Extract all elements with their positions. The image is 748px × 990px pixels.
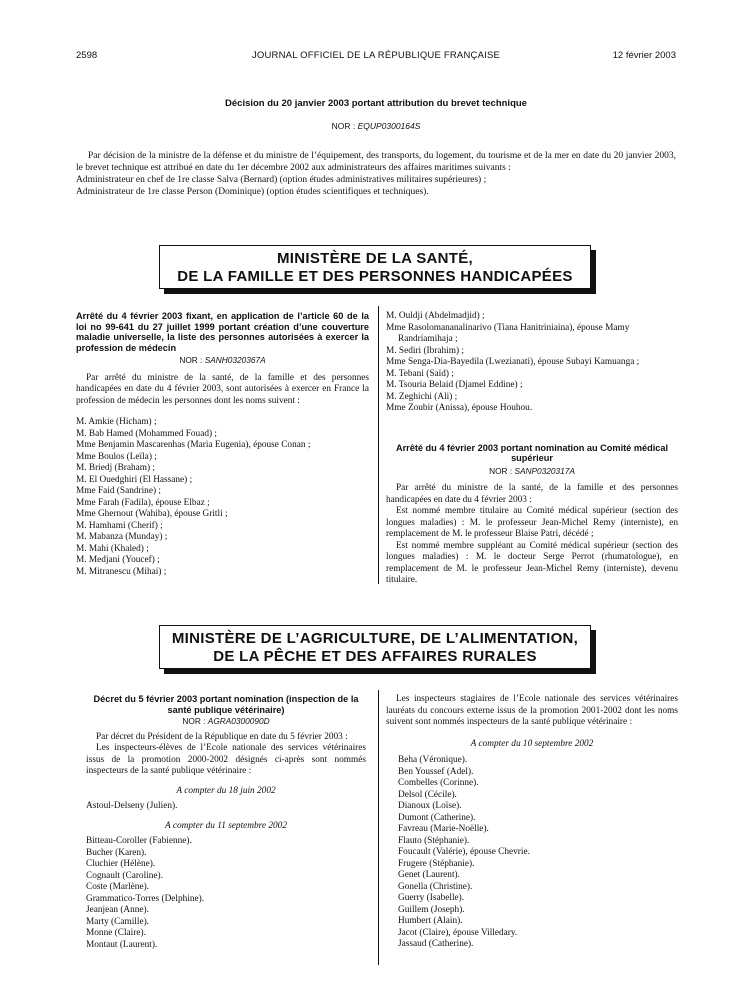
physician-name: M. El Ouedghiri (El Hassane) ; — [76, 474, 193, 485]
inspector-name: Dianoux (Loïse). — [398, 801, 462, 811]
decret-p2: Les inspecteurs-élèves de l’Ecole nationale des services vétérinaires issus de la promotion 2000-2002 désignés ci-après sont nommés inspecteurs de la santé publique vétérinaire : — [86, 743, 366, 776]
inspector-name: Marty (Camille). — [86, 916, 149, 927]
inspector-name: Combelles (Corinne). — [398, 778, 479, 788]
decision-nor — [76, 121, 676, 131]
inspector-name: Guillem (Joseph). — [398, 904, 465, 915]
physician-name: M. Medjani (Youcef) ; — [76, 555, 160, 565]
page-number: 2598 — [76, 50, 98, 61]
physician-name: M. Briedj (Braham) ; — [76, 463, 156, 473]
physician-name: Mme Boulos (Leïla) ; — [76, 451, 157, 462]
inspector-name: Flauto (Stéphanie). — [398, 835, 470, 846]
ministry-agriculture-banner — [159, 625, 591, 669]
arrete1-column — [76, 311, 369, 578]
physician-name: M. Hamhami (Cherif) ; — [76, 520, 163, 531]
inspector-name: Gonella (Christine). — [398, 881, 473, 892]
arrete1-nor — [76, 355, 369, 367]
physician-name: Mme Zoubir (Anissa), épouse Houhou. — [386, 403, 533, 413]
inspector-name: Jeanjean (Anne). — [86, 905, 149, 915]
ministry-sante-line1: MINISTÈRE DE LA SANTÉ, — [276, 250, 474, 267]
decret-date3: A compter du 10 septembre 2002 — [470, 738, 594, 749]
arrete2-paragraph: Est nommé membre suppléant au Comité médical supérieur (section des longues maladies) : M. le docteur Serge Perrot (rhumatologue), en remplacement de M. le professeur Jean-Michel Remy (interniste), devenu titulaire. — [386, 540, 678, 585]
arrete2-title: Arrêté du 4 février 2003 portant nomination au Comité médical supérieur — [395, 442, 669, 463]
decret-column — [86, 694, 366, 951]
physician-name: Mme Farah (Fadila), épouse Elbaz ; — [76, 497, 210, 508]
decision-line: Administrateur en chef de 1re classe Salva (Bernard) (option études administratives militaires supérieures) ; — [76, 175, 487, 185]
running-header — [76, 50, 676, 64]
nor-code: AGRA0300090D — [207, 716, 270, 726]
inspector-name: Bitteau-Coroller (Fabienne). — [86, 836, 192, 846]
decret-date1: A compter du 18 juin 2002 — [176, 785, 276, 796]
physician-name: M. Mitranescu (Mihai) ; — [76, 566, 167, 577]
inspector-name: Jassaud (Catherine). — [398, 939, 474, 949]
arrete2-body — [386, 483, 678, 587]
column-rule — [378, 690, 379, 965]
inspector-name: Delsol (Cécile). — [398, 789, 457, 800]
inspector-name: Genet (Laurent). — [398, 870, 460, 880]
physician-name: M. Sediri (Ibrahim) ; — [386, 345, 464, 356]
nor-label: NOR : — [182, 716, 206, 726]
inspector-name: Astoul-Delseny (Julien). — [86, 801, 178, 811]
decret-date2: A compter du 11 septembre 2002 — [165, 820, 287, 831]
ministry-agri-line2: DE LA PÊCHE ET DES AFFAIRES RURALES — [213, 648, 537, 665]
arrete2-nor — [386, 466, 678, 478]
physician-name: Mme Rasolomananalinarivo (Tiana Hanitriniaina), épouse Mamy Randriamihaja ; — [386, 322, 630, 344]
physician-name: M. Zeghichi (Ali) ; — [386, 391, 458, 402]
inspector-name: Coste (Marlène). — [86, 882, 149, 892]
nor-code: EQUP0300164S — [357, 121, 421, 131]
decret-names2 — [86, 836, 366, 951]
decision-body — [76, 150, 676, 198]
physician-name: M. Bab Hamed (Mohammed Fouad) ; — [76, 428, 217, 439]
inspector-name: Cluchier (Hélène). — [86, 859, 156, 869]
journal-title: JOURNAL OFFICIEL DE LA RÉPUBLIQUE FRANÇAISE — [251, 50, 501, 61]
nor-label: NOR : — [179, 355, 203, 365]
physician-name: M. Mahi (Khaled) ; — [76, 543, 149, 554]
ministry-agri-line1: MINISTÈRE DE L’AGRICULTURE, DE L’ALIMENTATION, — [171, 630, 579, 647]
decret-names1 — [86, 801, 366, 813]
inspector-name: Favreau (Marie-Noëlle). — [398, 824, 489, 834]
ministry-sante-banner — [159, 245, 591, 289]
inspector-name: Cognault (Caroline). — [86, 870, 163, 881]
decision-lines — [76, 174, 676, 198]
physician-name: M. Tsouria Belaid (Djamel Eddine) ; — [386, 380, 523, 390]
inspector-name: Bucher (Karen). — [86, 847, 147, 858]
decret-nor — [86, 716, 366, 728]
inspector-name: Ben Youssef (Adel). — [398, 766, 474, 777]
inspector-name: Monne (Claire). — [86, 928, 146, 938]
ministry-sante-line2: DE LA FAMILLE ET DES PERSONNES HANDICAPÉES — [177, 268, 573, 285]
issue-date: 12 février 2003 — [612, 50, 676, 61]
physician-name: M. Amkie (Hicham) ; — [76, 417, 157, 427]
arrete1-names-right — [386, 311, 678, 415]
inspector-name: Humbert (Alain). — [398, 916, 463, 926]
nor-code: SANH0320367A — [204, 355, 266, 365]
physician-name: M. Tebani (Saïd) ; — [386, 368, 454, 379]
inspector-name: Guerry (Isabelle). — [398, 893, 465, 903]
nor-label: NOR : — [331, 121, 356, 131]
arrete1-names-left — [76, 417, 369, 578]
inspector-name: Frugere (Stéphanie). — [398, 858, 475, 869]
column-rule — [378, 306, 379, 584]
physician-name: Mme Senga-Dia-Bayedila (Lwezianati), épouse Subayi Kamuanga ; — [386, 357, 640, 367]
physician-name: M. Ouldji (Abdelmadjid) ; — [386, 311, 485, 321]
arrete2-paragraph: Par arrêté du ministre de la santé, de la famille et des personnes handicapées en date du 4 février 2003 : — [386, 483, 678, 505]
decision-title: Décision du 20 janvier 2003 portant attribution du brevet technique — [225, 98, 527, 109]
inspector-name: Foucault (Valérie), épouse Chevrie. — [398, 847, 530, 857]
inspector-name: Beha (Véronique). — [398, 755, 468, 765]
arrete-right-column — [386, 311, 678, 587]
decret-p3: Les inspecteurs stagiaires de l’Ecole nationale des services vétérinaires lauréats du concours externe issus de la promotion 2001-2002 dont les noms suivent sont nommés inspecteurs de la santé publique vétérinaire : — [386, 694, 678, 727]
decision-intro: Par décision de la ministre de la défense et du ministre de l’équipement, des transports, du logement, du tourisme et de la mer en date du 20 janvier 2003, le brevet technique est attribué en date du 1er décembre 2002 aux administrateurs des affaires maritimes suivants : — [76, 151, 676, 173]
decret-right-column — [386, 694, 678, 951]
inspector-name: Jacot (Claire), épouse Villedary. — [398, 927, 518, 938]
nor-label: NOR : — [489, 465, 513, 476]
decret-p1: Par décret du Président de la République en date du 5 février 2003 : — [96, 731, 348, 742]
decision-line: Administrateur de 1re classe Person (Dominique) (option études scientifiques et techniques). — [76, 187, 429, 197]
arrete1-title: Arrêté du 4 février 2003 fixant, en application de l’article 60 de la loi no 99-641 du 27 juillet 1999 portant création d’une couverture maladie universelle, la liste des personnes autorisées à exercer la profession de médecin — [76, 311, 369, 353]
physician-name: Mme Ghernout (Wahiba), épouse Gritli ; — [76, 509, 228, 519]
physician-name: Mme Benjamin Mascarenhas (Maria Eugenia), épouse Conan ; — [76, 440, 311, 450]
physician-name: Mme Faid (Sandrine) ; — [76, 486, 161, 496]
nor-code: SANP0320317A — [514, 465, 575, 476]
inspector-name: Montaut (Laurent). — [86, 939, 158, 950]
inspector-name: Dumont (Catherine). — [398, 812, 476, 823]
physician-name: M. Mabanza (Munday) ; — [76, 532, 168, 542]
decret-names3 — [386, 755, 678, 951]
arrete2-paragraph: Est nommé membre titulaire au Comité médical supérieur (section des longues maladies) : M. le professeur Jean-Michel Remy (interniste), en remplacement de M. le professeur Blaise Patri, décédé ; — [386, 506, 678, 539]
decret-title: Décret du 5 février 2003 portant nomination (inspection de la santé publique vétérinaire) — [93, 694, 359, 715]
inspector-name: Grammatico-Torres (Delphine). — [86, 893, 205, 904]
arrete1-intro: Par arrêté du ministre de la santé, de la famille et des personnes handicapées en date du 4 février 2003, sont autorisées à exercer en France la profession de médecin les personnes dont les noms suivent : — [76, 372, 369, 406]
